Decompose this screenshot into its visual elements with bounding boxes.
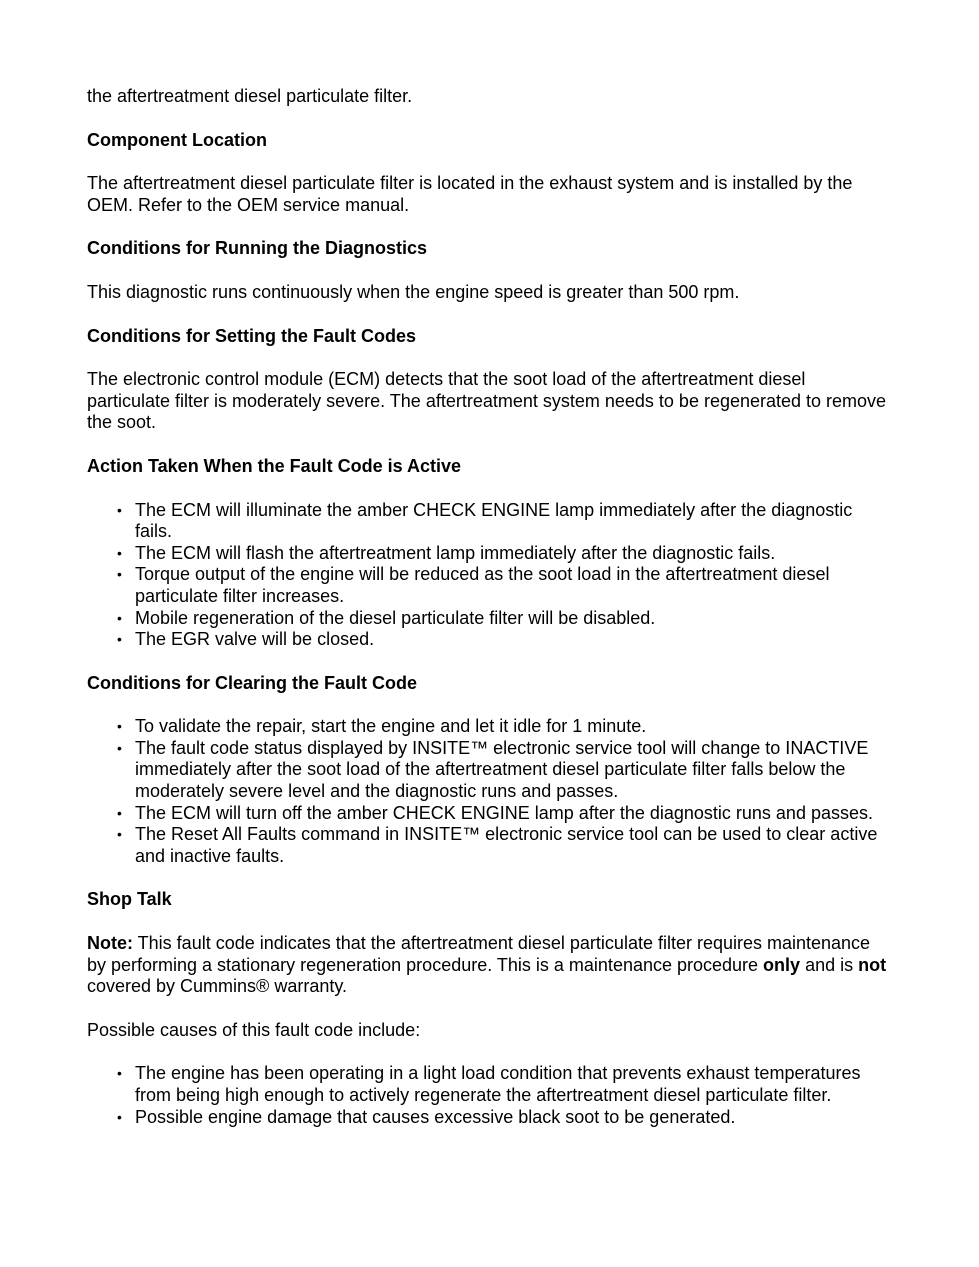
list-item-text: The fault code status displayed by INSITE™ electronic service tool will change to INACTIVE immediately after the soot load of the aftertreatment diesel particulate filter falls below the moderately severe level and the diagnostic runs and passes. xyxy=(135,737,869,802)
list-item xyxy=(117,564,887,607)
list-item-text: The ECM will flash the aftertreatment lamp immediately after the diagnostic fails. xyxy=(135,542,776,563)
note-text-2: and is xyxy=(800,954,859,975)
bullet-icon: • xyxy=(117,631,122,648)
action-taken-heading: Action Taken When the Fault Code is Active xyxy=(87,455,462,476)
list-item-text: Mobile regeneration of the diesel particulate filter will be disabled. xyxy=(135,607,656,628)
list-item xyxy=(117,716,887,738)
list-item-text: The ECM will illuminate the amber CHECK ENGINE lamp immediately after the diagnostic fails. xyxy=(135,499,853,542)
list-item xyxy=(117,1063,887,1106)
list-item-text: The engine has been operating in a light load condition that prevents exhaust temperatures from being high enough to actively regenerate the aftertreatment diesel particulate filter. xyxy=(135,1063,861,1105)
list-item xyxy=(117,629,887,651)
causes-list xyxy=(87,1063,887,1128)
shop-talk-note xyxy=(87,933,887,998)
list-item-text: The Reset All Faults command in INSITE™ electronic service tool can be used to clear active and inactive faults. xyxy=(135,824,878,866)
bullet-icon: • xyxy=(117,1065,122,1082)
note-text-3: covered by Cummins® warranty. xyxy=(87,976,348,997)
list-item xyxy=(117,802,887,825)
action-taken-list xyxy=(87,500,887,651)
document-page xyxy=(87,86,887,1150)
intro-fragment: the aftertreatment diesel particulate filter. xyxy=(87,86,413,106)
bullet-icon: • xyxy=(117,501,122,518)
conditions-clearing-list xyxy=(87,716,887,867)
bullet-icon: • xyxy=(117,826,122,843)
list-item xyxy=(117,1106,887,1129)
note-bold-not: not xyxy=(858,954,887,975)
note-bold-only: only xyxy=(763,954,801,975)
bullet-icon: • xyxy=(117,544,122,561)
conditions-running-heading: Conditions for Running the Diagnostics xyxy=(87,238,427,259)
bullet-icon: • xyxy=(117,566,122,583)
bullet-icon: • xyxy=(117,609,122,626)
conditions-setting-text: The electronic control module (ECM) detects that the soot load of the aftertreatment diesel particulate filter is moderately severe. The aftertreatment system needs to be regenerated to remove the soot. xyxy=(87,369,887,433)
note-label: Note: xyxy=(87,933,133,954)
list-item xyxy=(117,607,887,630)
list-item xyxy=(117,737,887,803)
conditions-setting-heading: Conditions for Setting the Fault Codes xyxy=(87,325,416,346)
component-location-text: The aftertreatment diesel particulate filter is located in the exhaust system and is installed by the OEM. Refer to the OEM service manual. xyxy=(87,173,853,215)
list-item xyxy=(117,542,887,565)
list-item-text: To validate the repair, start the engine and let it idle for 1 minute. xyxy=(135,716,647,737)
bullet-icon: • xyxy=(117,739,122,756)
bullet-icon: • xyxy=(117,804,122,821)
list-item-text: The EGR valve will be closed. xyxy=(135,629,375,650)
bullet-icon: • xyxy=(117,1108,122,1125)
list-item-text: Possible engine damage that causes excessive black soot to be generated. xyxy=(135,1106,736,1127)
conditions-running-text: This diagnostic runs continuously when the engine speed is greater than 500 rpm. xyxy=(87,281,740,302)
list-item-text: The ECM will turn off the amber CHECK ENGINE lamp after the diagnostic runs and passes. xyxy=(135,802,873,823)
note-text-1: This fault code indicates that the aftertreatment diesel particulate filter requires maintenance by performing a stationary regeneration procedure. This is a maintenance procedure xyxy=(87,933,871,975)
component-location-heading: Component Location xyxy=(87,129,267,150)
list-item xyxy=(117,499,887,543)
bullet-icon: • xyxy=(117,718,122,735)
list-item xyxy=(117,824,887,867)
list-item-text: Torque output of the engine will be reduced as the soot load in the aftertreatment diesel particulate filter increases. xyxy=(135,564,830,606)
causes-intro: Possible causes of this fault code include: xyxy=(87,1019,421,1040)
shop-talk-heading: Shop Talk xyxy=(87,889,172,910)
conditions-clearing-heading: Conditions for Clearing the Fault Code xyxy=(87,672,417,693)
